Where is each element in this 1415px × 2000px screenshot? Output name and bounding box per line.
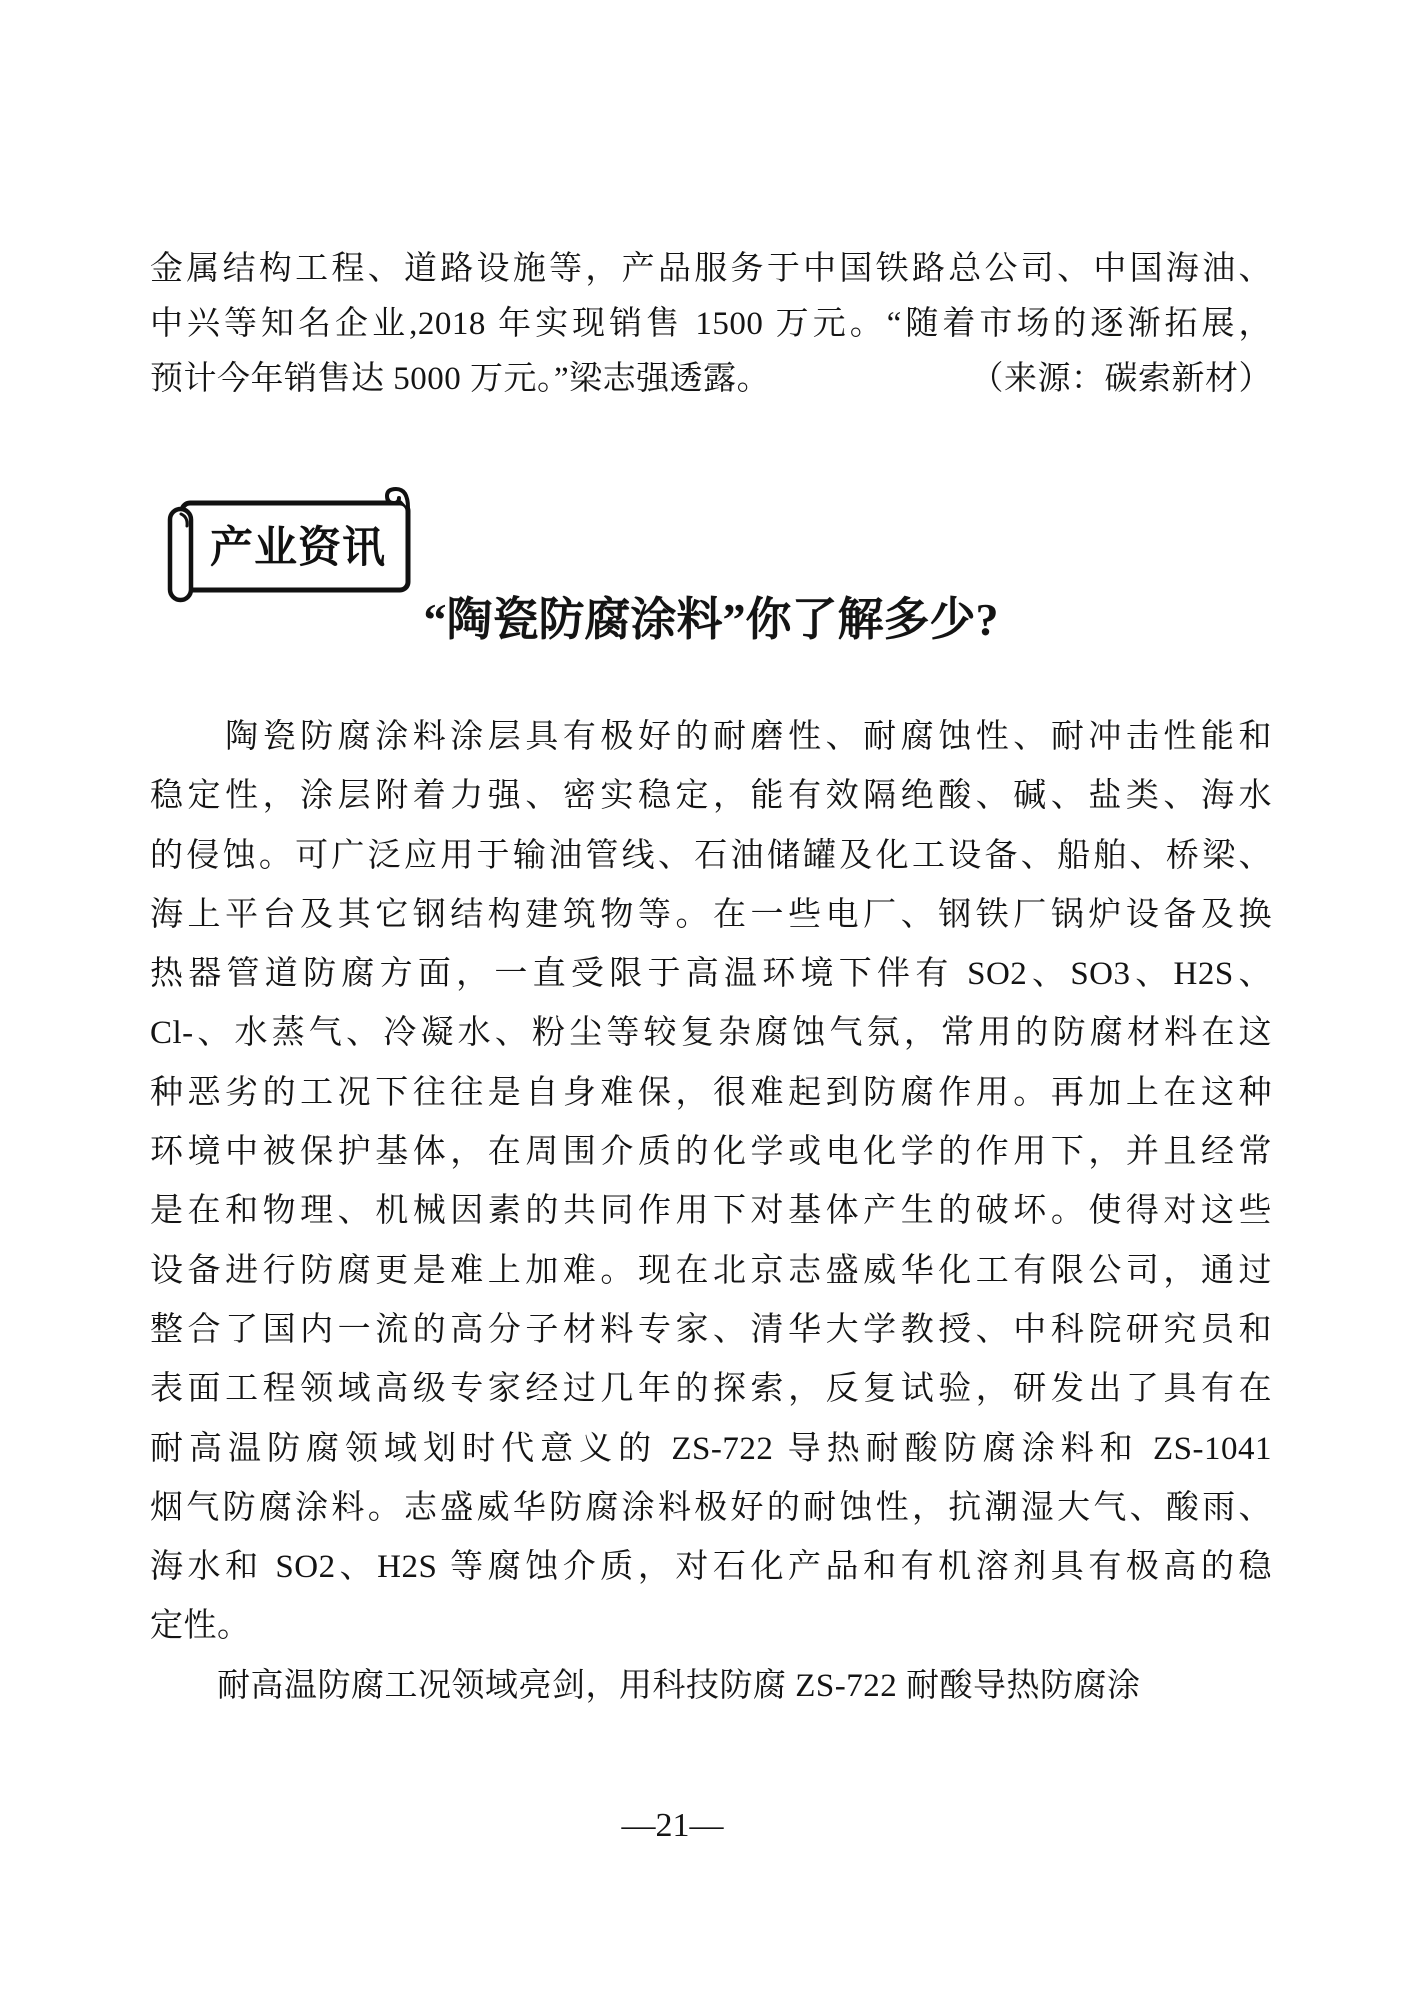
intro-closing-text: 预计今年销售达 5000 万元。”梁志强透露。	[150, 361, 771, 397]
text-line: 是在和物理、机械因素的共同作用下对基体产生的破坏。使得对这些	[150, 1193, 1272, 1230]
text-line: 金属结构工程、道路设施等，产品服务于中国铁路总公司、中国海油、	[150, 251, 1272, 287]
article-body	[150, 708, 1272, 1716]
text-line: 陶瓷防腐涂料涂层具有极好的耐磨性、耐腐蚀性、耐冲击性能和	[150, 719, 1272, 755]
text-line: 烟气防腐涂料。志盛威华防腐涂料极好的耐蚀性，抗潮湿大气、酸雨、	[150, 1489, 1272, 1526]
section-banner-label: 产业资讯	[210, 524, 386, 572]
article-title: “陶瓷防腐涂料”你了解多少?	[423, 594, 999, 645]
text-line: 表面工程领域高级专家经过几年的探索，反复试验，研发出了具有在	[150, 1371, 1272, 1408]
text-line: 的侵蚀。可广泛应用于输油管线、石油储罐及化工设备、船舶、桥梁、	[150, 837, 1272, 874]
text-line: 热器管道防腐方面，一直受限于高温环境下伴有 SO2、SO3、H2S、	[150, 956, 1272, 993]
text-line: 定性。	[150, 1608, 251, 1645]
text-line: 海水和 SO2、H2S 等腐蚀介质，对石化产品和有机溶剂具有极高的稳	[150, 1549, 1272, 1586]
text-line: Cl-、水蒸气、冷凝水、粉尘等较复杂腐蚀气氛，常用的防腐材料在这	[150, 1015, 1272, 1052]
text-line: 种恶劣的工况下往往是自身难保，很难起到防腐作用。再加上在这种	[150, 1074, 1272, 1111]
page-number: —21—	[621, 1807, 724, 1844]
intro-paragraph	[150, 242, 1272, 407]
text-line: 耐高温防腐工况领域亮剑，用科技防腐 ZS-722 耐酸导热防腐涂	[150, 1667, 1141, 1704]
source-attribution: （来源：碳索新材）	[970, 361, 1272, 397]
text-line: 稳定性，涂层附着力强、密实稳定，能有效隔绝酸、碱、盐类、海水	[150, 778, 1272, 815]
text-line: 耐高温防腐领域划时代意义的 ZS-722 导热耐酸防腐涂料和 ZS-1041	[150, 1430, 1272, 1467]
text-line: 设备进行防腐更是难上加难。现在北京志盛威华化工有限公司，通过	[150, 1252, 1272, 1289]
text-line: 环境中被保护基体，在周围介质的化学或电化学的作用下，并且经常	[150, 1134, 1272, 1171]
text-line	[150, 352, 1272, 407]
text-line: 海上平台及其它钢结构建筑物等。在一些电厂、钢铁厂锅炉设备及换	[150, 896, 1272, 933]
text-line: 整合了国内一流的高分子材料专家、清华大学教授、中科院研究员和	[150, 1311, 1272, 1348]
text-line: 中兴等知名企业,2018 年实现销售 1500 万元。“随着市场的逐渐拓展，	[150, 306, 1272, 342]
